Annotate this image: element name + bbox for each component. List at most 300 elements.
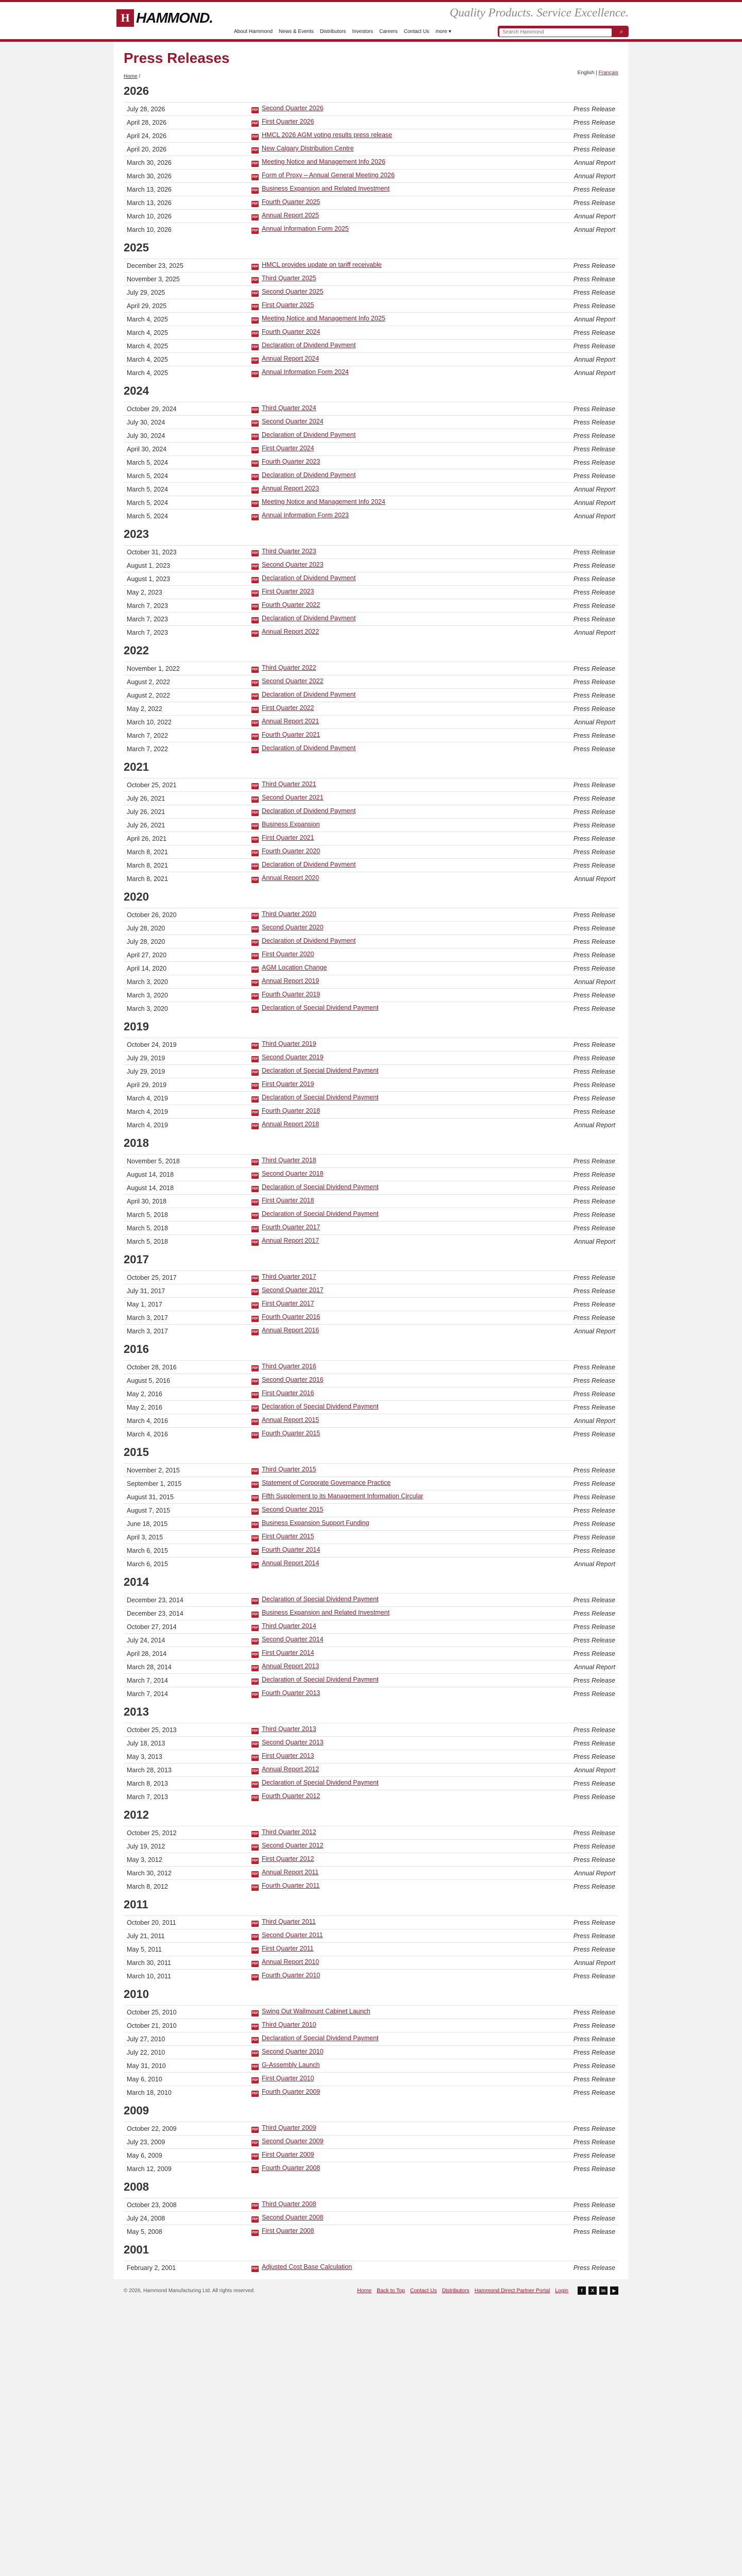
facebook-icon[interactable]: f [578, 2286, 586, 2295]
release-link[interactable]: Fourth Quarter 2018 [262, 1107, 321, 1114]
release-title-cell [248, 103, 556, 116]
release-link[interactable]: Declaration of Dividend Payment [262, 574, 356, 582]
release-link[interactable]: Second Quarter 2012 [262, 1842, 324, 1849]
release-link[interactable]: Second Quarter 2019 [262, 1054, 324, 1061]
release-link[interactable]: Fourth Quarter 2008 [262, 2164, 321, 2172]
pdf-icon: PDF [251, 214, 259, 221]
table-row [124, 1594, 618, 1607]
release-link[interactable]: Annual Report 2012 [262, 1766, 319, 1773]
footer-link-5[interactable]: Login [555, 2287, 568, 2294]
release-link[interactable]: First Quarter 2021 [262, 834, 314, 841]
table-row [124, 948, 618, 962]
release-link[interactable]: Third Quarter 2025 [262, 275, 316, 282]
release-type: Press Release [556, 116, 618, 129]
release-date: March 5, 2024 [124, 483, 248, 496]
release-link[interactable]: Declaration of Special Dividend Payment [262, 1183, 379, 1191]
table-row [124, 469, 618, 483]
release-link[interactable]: Declaration of Special Dividend Payment [262, 1779, 379, 1786]
release-date: March 4, 2025 [124, 340, 248, 353]
release-link[interactable]: Third Quarter 2012 [262, 1828, 316, 1836]
footer-links [357, 2286, 618, 2295]
release-type: Press Release [556, 1544, 618, 1557]
release-link[interactable]: Form of Proxy – Annual General Meeting 2026 [262, 172, 395, 179]
table-row [124, 1052, 618, 1065]
pdf-icon: PDF [251, 371, 259, 377]
release-date: March 10, 2011 [124, 1970, 248, 1983]
footer-link-2[interactable]: Contact Us [410, 2287, 437, 2294]
logo-text: HAMMOND. [136, 10, 213, 26]
release-link[interactable]: Declaration of Special Dividend Payment [262, 2035, 379, 2042]
release-date: May 6, 2009 [124, 2149, 248, 2162]
release-link[interactable]: Fourth Quarter 2024 [262, 328, 321, 335]
release-title-cell [248, 2136, 556, 2149]
release-link[interactable]: Business Expansion and Related Investment [262, 1609, 390, 1616]
release-link[interactable]: Fourth Quarter 2012 [262, 1792, 321, 1800]
pdf-icon: PDF [251, 577, 259, 583]
release-link[interactable]: First Quarter 2009 [262, 2151, 314, 2158]
release-link[interactable]: Declaration of Dividend Payment [262, 861, 356, 868]
table-row [124, 2073, 618, 2086]
release-link[interactable]: Second Quarter 2008 [262, 2214, 324, 2221]
release-link[interactable]: Second Quarter 2023 [262, 561, 324, 568]
site-footer [113, 2279, 629, 2302]
release-link[interactable]: Third Quarter 2022 [262, 664, 316, 671]
release-link[interactable]: First Quarter 2023 [262, 588, 314, 595]
pdf-icon: PDF [251, 734, 259, 740]
release-date: March 3, 2020 [124, 989, 248, 1002]
release-link[interactable]: Third Quarter 2018 [262, 1157, 316, 1164]
release-type: Press Release [556, 1620, 618, 1634]
release-link[interactable]: Declaration of Special Dividend Payment [262, 1210, 379, 1217]
linkedin-icon[interactable]: in [599, 2286, 608, 2295]
release-link[interactable]: Adjusted Cost Base Calculation [262, 2263, 352, 2270]
release-link[interactable]: Third Quarter 2010 [262, 2021, 316, 2028]
language-french-link[interactable]: Français [598, 70, 618, 76]
release-title-cell [248, 1155, 556, 1168]
table-row [124, 702, 618, 716]
release-title-cell [248, 313, 556, 326]
release-link[interactable]: Annual Report 2021 [262, 718, 319, 725]
pdf-icon: PDF [251, 926, 259, 933]
release-title-cell [248, 340, 556, 353]
footer-link-0[interactable]: Home [357, 2287, 372, 2294]
release-title-cell [248, 1298, 556, 1311]
search-input[interactable] [499, 28, 612, 37]
pdf-icon: PDF [251, 940, 259, 946]
release-link[interactable]: Declaration of Special Dividend Payment [262, 1004, 379, 1011]
release-title-cell [248, 1531, 556, 1544]
release-link[interactable]: Second Quarter 2011 [262, 1931, 323, 1939]
pdf-icon: PDF [251, 1173, 259, 1179]
release-title-cell [248, 1168, 556, 1181]
release-link[interactable]: Annual Information Form 2024 [262, 368, 349, 376]
release-link[interactable]: First Quarter 2010 [262, 2075, 314, 2082]
release-title-cell [248, 456, 556, 469]
release-link[interactable]: First Quarter 2022 [262, 704, 314, 711]
release-link[interactable]: Annual Report 2018 [262, 1121, 319, 1128]
pdf-icon: PDF [251, 823, 259, 829]
table-row [124, 1737, 618, 1750]
pdf-icon: PDF [251, 1123, 259, 1129]
release-date: March 4, 2025 [124, 353, 248, 366]
release-link[interactable]: Annual Information Form 2025 [262, 225, 349, 232]
release-link[interactable]: Fourth Quarter 2013 [262, 1689, 321, 1697]
release-title-cell [248, 496, 556, 510]
table-row [124, 1235, 618, 1248]
release-link[interactable]: Annual Report 2013 [262, 1663, 319, 1670]
release-link[interactable]: First Quarter 2026 [262, 118, 314, 125]
year-heading: 2001 [124, 2243, 149, 2256]
nav-item-1[interactable]: News & Events [279, 29, 314, 35]
pdf-icon: PDF [251, 1316, 259, 1322]
release-date: October 21, 2010 [124, 2019, 248, 2032]
release-link[interactable]: HMCL 2026 AGM voting results press release [262, 131, 393, 139]
pdf-icon: PDF [251, 993, 259, 999]
releases-table [124, 1916, 618, 1982]
table-row [124, 832, 618, 845]
release-link[interactable]: Second Quarter 2021 [262, 794, 324, 801]
release-link[interactable]: Fourth Quarter 2021 [262, 731, 321, 738]
table-row [124, 662, 618, 675]
release-link[interactable]: Declaration of Dividend Payment [262, 471, 356, 479]
table-row [124, 805, 618, 819]
release-link[interactable]: First Quarter 2014 [262, 1649, 314, 1656]
pdf-icon: PDF [251, 980, 259, 986]
breadcrumb-home[interactable]: Home [124, 74, 138, 79]
footer-link-3[interactable]: Distributors [442, 2287, 469, 2294]
search-icon[interactable]: ⌕ [619, 28, 623, 35]
release-title-cell [248, 1737, 556, 1750]
release-link[interactable]: Annual Report 2020 [262, 874, 319, 882]
release-date: October 24, 2019 [124, 1038, 248, 1052]
release-link[interactable]: Declaration of Dividend Payment [262, 342, 356, 349]
release-link[interactable]: Annual Report 2011 [262, 1869, 319, 1876]
release-title-cell [248, 2149, 556, 2162]
release-title-cell [248, 1490, 556, 1504]
table-row [124, 2136, 618, 2149]
release-link[interactable]: Second Quarter 2025 [262, 288, 324, 295]
release-link[interactable]: Third Quarter 2024 [262, 404, 316, 412]
table-row [124, 510, 618, 523]
table-row [124, 935, 618, 948]
release-date: March 8, 2012 [124, 1880, 248, 1893]
release-link[interactable]: Third Quarter 2023 [262, 548, 316, 555]
release-link[interactable]: Annual Report 2019 [262, 977, 319, 985]
release-link[interactable]: Annual Report 2016 [262, 1327, 319, 1334]
pdf-icon: PDF [251, 304, 259, 310]
table-row [124, 1853, 618, 1867]
release-link[interactable]: Statement of Corporate Governance Practice [262, 1479, 391, 1486]
release-link[interactable]: Declaration of Dividend Payment [262, 744, 356, 752]
release-link[interactable]: Fourth Quarter 2020 [262, 848, 321, 855]
release-title-cell [248, 1929, 556, 1943]
table-row [124, 819, 618, 832]
release-link[interactable]: Second Quarter 2010 [262, 2048, 324, 2055]
release-link[interactable]: Third Quarter 2013 [262, 1725, 316, 1733]
release-type: Press Release [556, 859, 618, 872]
release-link[interactable]: Declaration of Special Dividend Payment [262, 1094, 379, 1101]
pdf-icon: PDF [251, 1844, 259, 1851]
pdf-icon: PDF [251, 2077, 259, 2083]
release-link[interactable]: Fourth Quarter 2022 [262, 601, 321, 608]
release-link[interactable]: Meeting Notice and Management Info 2025 [262, 315, 385, 322]
release-link[interactable]: Second Quarter 2022 [262, 677, 324, 685]
release-date: August 31, 2015 [124, 1490, 248, 1504]
release-title-cell [248, 2122, 556, 2136]
release-link[interactable]: Business Expansion Support Funding [262, 1519, 369, 1527]
footer-link-4[interactable]: Hammond Direct Partner Portal [474, 2287, 550, 2294]
release-link[interactable]: Second Quarter 2015 [262, 1506, 324, 1513]
nav-item-3[interactable]: Investors [352, 29, 374, 35]
release-link[interactable]: G-Assembly Launch [262, 2061, 320, 2069]
table-row [124, 1078, 618, 1092]
release-link[interactable]: Third Quarter 2008 [262, 2200, 316, 2208]
release-type: Press Release [556, 2212, 618, 2225]
nav-item-6[interactable]: more ▾ [435, 29, 451, 35]
release-link[interactable]: Fourth Quarter 2009 [262, 2088, 321, 2095]
release-link[interactable]: Third Quarter 2014 [262, 1622, 316, 1630]
release-date: April 24, 2026 [124, 129, 248, 143]
pdf-icon: PDF [251, 1056, 259, 1062]
release-type: Annual Report [556, 483, 618, 496]
release-link[interactable]: Second Quarter 2016 [262, 1376, 324, 1383]
table-row [124, 299, 618, 313]
table-row [124, 2019, 618, 2032]
logo[interactable] [116, 9, 213, 27]
table-row [124, 1284, 618, 1298]
table-row [124, 1750, 618, 1764]
release-title-cell [248, 2046, 556, 2059]
release-link[interactable]: Fifth Supplement to its Management Information Circular [262, 1493, 424, 1500]
release-link[interactable]: First Quarter 2012 [262, 1855, 314, 1862]
pdf-icon: PDF [251, 461, 259, 467]
release-type: Press Release [556, 1208, 618, 1222]
pdf-icon: PDF [251, 617, 259, 623]
release-title-cell [248, 2162, 556, 2176]
release-link[interactable]: AGM Location Change [262, 964, 327, 971]
release-link[interactable]: Annual Report 2024 [262, 355, 319, 362]
release-link[interactable]: New Calgary Distribution Centre [262, 145, 354, 152]
release-title-cell [248, 2073, 556, 2086]
release-type: Press Release [556, 559, 618, 572]
release-link[interactable]: Third Quarter 2017 [262, 1273, 316, 1280]
release-link[interactable]: Second Quarter 2009 [262, 2138, 324, 2145]
release-title-cell [248, 129, 556, 143]
nav-item-0[interactable]: About Hammond [234, 29, 273, 35]
year-heading: 2018 [124, 1137, 149, 1149]
release-link[interactable]: Third Quarter 2019 [262, 1040, 316, 1047]
language-separator: | [594, 70, 599, 76]
release-link[interactable]: Second Quarter 2014 [262, 1636, 324, 1643]
release-title-cell [248, 1557, 556, 1571]
release-link[interactable]: First Quarter 2019 [262, 1080, 314, 1088]
table-row [124, 1414, 618, 1428]
release-date: March 4, 2019 [124, 1105, 248, 1118]
release-link[interactable]: First Quarter 2025 [262, 301, 314, 309]
release-date: October 28, 2016 [124, 1361, 248, 1374]
release-date: July 28, 2020 [124, 922, 248, 935]
release-date: March 10, 2026 [124, 210, 248, 223]
release-link[interactable]: Meeting Notice and Management Info 2024 [262, 498, 385, 505]
release-link[interactable]: Annual Report 2014 [262, 1560, 319, 1567]
release-link[interactable]: First Quarter 2013 [262, 1752, 314, 1759]
release-date: March 7, 2023 [124, 613, 248, 626]
release-link[interactable]: Fourth Quarter 2014 [262, 1546, 321, 1553]
release-link[interactable]: Annual Report 2023 [262, 485, 319, 492]
release-link[interactable]: Third Quarter 2021 [262, 781, 316, 788]
release-type: Press Release [556, 103, 618, 116]
release-date: March 10, 2026 [124, 223, 248, 236]
release-link[interactable]: Third Quarter 2009 [262, 2124, 316, 2131]
release-link[interactable]: Annual Information Form 2023 [262, 512, 349, 519]
pdf-icon: PDF [251, 1043, 259, 1049]
release-link[interactable]: Fourth Quarter 2015 [262, 1430, 321, 1437]
nav-item-4[interactable]: Careers [379, 29, 398, 35]
table-row [124, 1298, 618, 1311]
releases-table [124, 1463, 618, 1570]
table-row [124, 792, 618, 805]
release-type: Press Release [556, 586, 618, 599]
release-link[interactable]: First Quarter 2020 [262, 951, 314, 958]
release-link[interactable]: Second Quarter 2026 [262, 105, 324, 112]
release-date: May 5, 2008 [124, 2225, 248, 2239]
table-row [124, 1790, 618, 1804]
release-link[interactable]: Meeting Notice and Management Info 2026 [262, 158, 385, 165]
release-title-cell [248, 1374, 556, 1387]
release-type: Press Release [556, 948, 618, 962]
release-link[interactable]: Business Expansion and Related Investment [262, 185, 390, 192]
table-row [124, 1155, 618, 1168]
release-title-cell [248, 935, 556, 948]
year-heading: 2020 [124, 890, 149, 903]
youtube-icon[interactable]: ▶ [610, 2286, 618, 2295]
release-link[interactable]: Declaration of Special Dividend Payment [262, 1596, 379, 1603]
releases-table [124, 2122, 618, 2175]
nav-item-5[interactable]: Contact Us [403, 29, 430, 35]
release-link[interactable]: Declaration of Dividend Payment [262, 807, 356, 815]
release-date: May 2, 2022 [124, 702, 248, 716]
release-type: Press Release [556, 922, 618, 935]
release-type: Annual Report [556, 975, 618, 989]
release-link[interactable]: Fourth Quarter 2023 [262, 458, 321, 465]
release-title-cell [248, 832, 556, 845]
release-title-cell [248, 183, 556, 196]
release-link[interactable]: Declaration of Special Dividend Payment [262, 1403, 379, 1410]
pdf-icon: PDF [251, 2024, 259, 2030]
release-link[interactable]: Third Quarter 2015 [262, 1466, 316, 1473]
release-link[interactable]: Fourth Quarter 2016 [262, 1313, 321, 1320]
footer-link-1[interactable]: Back to Top [377, 2287, 405, 2294]
table-row [124, 273, 618, 286]
release-link[interactable]: Third Quarter 2020 [262, 910, 316, 918]
release-link[interactable]: Second Quarter 2020 [262, 924, 324, 931]
release-type: Annual Report [556, 353, 618, 366]
table-row [124, 2198, 618, 2212]
release-link[interactable]: First Quarter 2018 [262, 1197, 314, 1204]
table-row [124, 1880, 618, 1893]
release-title-cell [248, 510, 556, 523]
release-date: October 27, 2014 [124, 1620, 248, 1634]
release-link[interactable]: First Quarter 2017 [262, 1300, 314, 1307]
release-link[interactable]: First Quarter 2015 [262, 1533, 314, 1540]
release-link[interactable]: Second Quarter 2018 [262, 1170, 324, 1177]
release-link[interactable]: Swing Out Wallmount Cabinet Launch [262, 2008, 370, 2015]
release-link[interactable]: Fourth Quarter 2019 [262, 991, 321, 998]
release-link[interactable]: Fourth Quarter 2010 [262, 1972, 321, 1979]
release-title-cell [248, 1181, 556, 1195]
release-link[interactable]: Annual Report 2017 [262, 1237, 319, 1244]
release-link[interactable]: Declaration of Dividend Payment [262, 431, 356, 438]
release-link[interactable]: Fourth Quarter 2011 [262, 1882, 320, 1889]
pdf-icon: PDF [251, 1535, 259, 1541]
release-date: July 27, 2010 [124, 2032, 248, 2046]
release-link[interactable]: Annual Report 2022 [262, 628, 319, 635]
release-link[interactable]: Declaration of Dividend Payment [262, 615, 356, 622]
release-link[interactable]: Declaration of Special Dividend Payment [262, 1067, 379, 1074]
pdf-icon: PDF [251, 134, 259, 140]
pdf-icon: PDF [251, 487, 259, 494]
release-title-cell [248, 1660, 556, 1674]
release-link[interactable]: First Quarter 2024 [262, 445, 314, 452]
release-type: Press Release [556, 286, 618, 299]
releases-table [124, 1593, 618, 1700]
release-date: March 8, 2021 [124, 872, 248, 886]
release-date: November 3, 2025 [124, 273, 248, 286]
release-date: March 3, 2020 [124, 975, 248, 989]
release-type: Press Release [556, 1361, 618, 1374]
year-heading: 2025 [124, 241, 149, 254]
release-date: October 31, 2023 [124, 546, 248, 559]
release-link[interactable]: Annual Report 2010 [262, 1958, 319, 1965]
release-date: November 5, 2018 [124, 1155, 248, 1168]
release-link[interactable]: Annual Report 2015 [262, 1416, 319, 1423]
release-link[interactable]: Second Quarter 2013 [262, 1739, 324, 1746]
release-link[interactable]: First Quarter 2016 [262, 1389, 314, 1397]
table-row [124, 1531, 618, 1544]
release-link[interactable]: Fourth Quarter 2025 [262, 198, 321, 206]
release-title-cell [248, 210, 556, 223]
release-link[interactable]: Declaration of Dividend Payment [262, 937, 356, 944]
table-row [124, 1504, 618, 1517]
release-type: Press Release [556, 1105, 618, 1118]
release-title-cell [248, 2212, 556, 2225]
release-link[interactable]: Second Quarter 2017 [262, 1286, 324, 1294]
x-icon[interactable]: X [588, 2286, 597, 2295]
table-row [124, 572, 618, 586]
release-type: Annual Report [556, 223, 618, 236]
release-link[interactable]: Third Quarter 2016 [262, 1363, 316, 1370]
release-date: March 5, 2024 [124, 469, 248, 483]
release-link[interactable]: Third Quarter 2011 [262, 1918, 316, 1925]
release-link[interactable]: HMCL provides update on tariff receivable [262, 261, 382, 268]
release-link[interactable]: First Quarter 2008 [262, 2227, 314, 2234]
year-heading: 2017 [124, 1253, 149, 1266]
release-link[interactable]: Declaration of Dividend Payment [262, 691, 356, 698]
year-heading: 2023 [124, 528, 149, 540]
release-date: July 30, 2024 [124, 429, 248, 443]
release-link[interactable]: Declaration of Special Dividend Payment [262, 1676, 379, 1683]
release-link[interactable]: Second Quarter 2024 [262, 418, 324, 425]
release-link[interactable]: Annual Report 2025 [262, 212, 319, 219]
nav-item-2[interactable]: Distributors [319, 29, 346, 35]
release-title-cell [248, 273, 556, 286]
release-link[interactable]: Business Expansion [262, 821, 320, 828]
release-link[interactable]: First Quarter 2011 [262, 1945, 314, 1952]
release-date: July 29, 2019 [124, 1052, 248, 1065]
pdf-icon: PDF [251, 783, 259, 789]
release-link[interactable]: Fourth Quarter 2017 [262, 1224, 321, 1231]
table-row [124, 1181, 618, 1195]
